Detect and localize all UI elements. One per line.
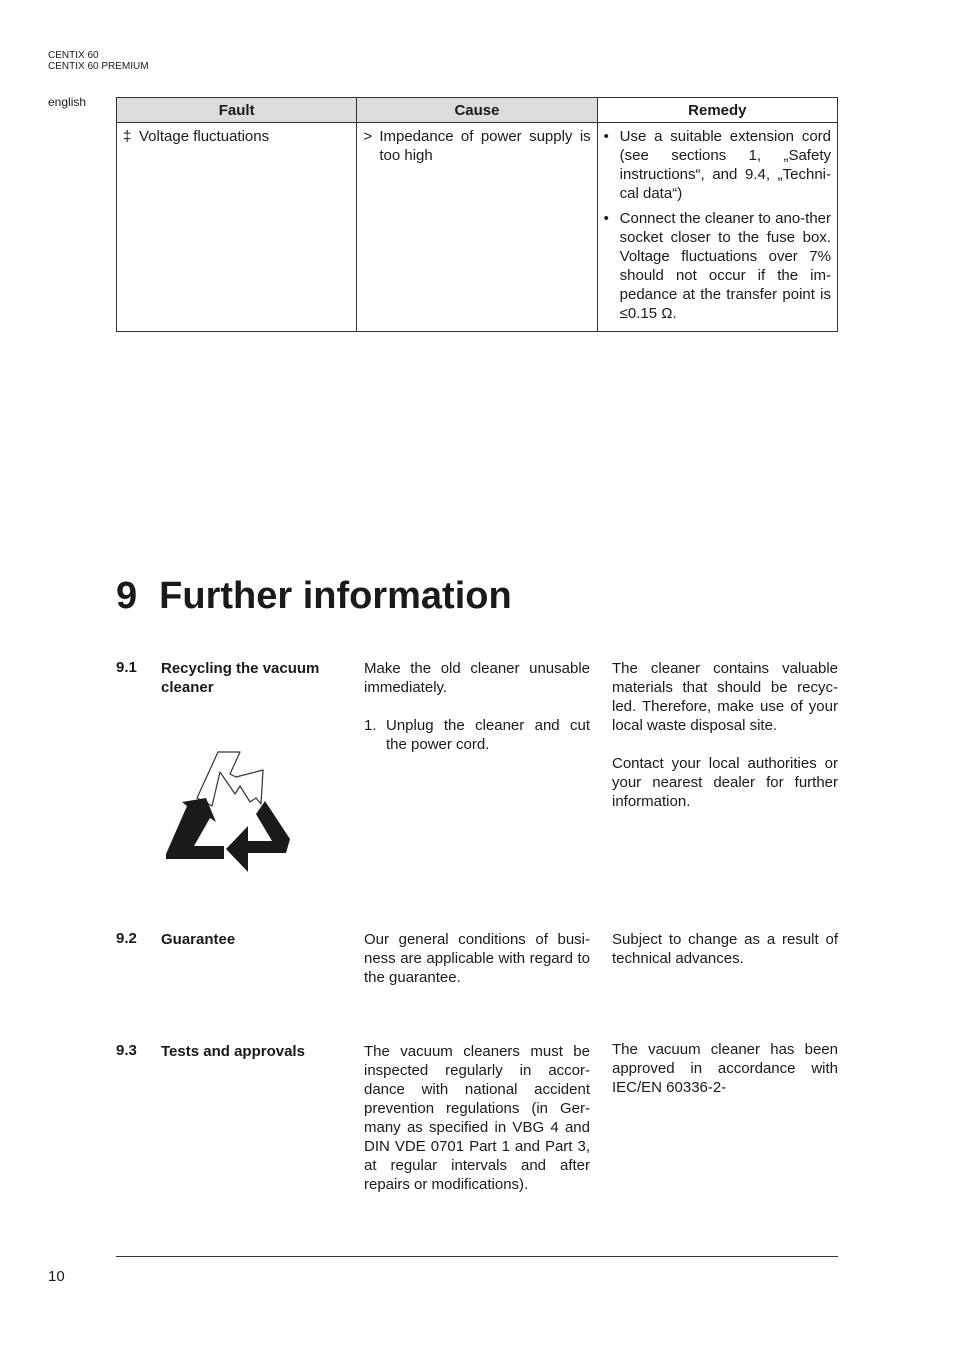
- bullet: •: [603, 128, 609, 145]
- remedy-cell: [597, 123, 837, 332]
- table-row: [117, 123, 838, 332]
- chapter-heading: [116, 572, 512, 620]
- list-item: [364, 716, 590, 754]
- section-title-tests: Tests and approvals: [161, 1043, 305, 1060]
- cause-text: Impedance of power supply is too high: [379, 128, 591, 164]
- tests-text: The vacuum cleaners must be inspected regularly in accor-dance with national accident prevention regulations (in Ger-many as specified in VBG 4 and DIN VDE 0701 Part 1 and Part 3, at regular intervals and after repairs or modifications).: [364, 1043, 590, 1193]
- fault-text: Voltage fluctuations: [139, 128, 270, 145]
- guarantee-text: Our general conditions of busi-ness are applicable with regard to the guarantee.: [364, 931, 590, 986]
- remedy-text-2: Connect the cleaner to ano-ther socket closer to the fuse box. Voltage fluctuations over 7% should not occur if the im-pedance at the transfer point is ≤0.15 Ω.: [619, 210, 831, 322]
- footer-divider: [116, 1256, 838, 1257]
- cause-marker: >: [363, 128, 373, 145]
- page-number: 10: [48, 1268, 65, 1285]
- recycling-intro: Make the old cleaner unusable immediately.: [364, 660, 590, 696]
- header-fault: Fault: [117, 98, 357, 123]
- step-text: Unplug the cleaner and cut the power cord.: [386, 717, 590, 753]
- step-number: 1.: [364, 717, 377, 734]
- model-name: CENTIX 60: [48, 50, 99, 61]
- model-name-premium: CENTIX 60 PREMIUM: [48, 61, 149, 72]
- recycling-note-2: Contact your local authorities or your nearest dealer for further information.: [612, 755, 838, 810]
- chapter-number: 9: [116, 575, 138, 617]
- table-header-row: [117, 98, 838, 123]
- section-number-guarantee: 9.2: [116, 930, 137, 947]
- list-item: [604, 209, 831, 323]
- header-cause: Cause: [357, 98, 597, 123]
- remedy-text-1: Use a suitable extension cord (see sections 1, „Safety instructions“, and 9.4, „Techni-cal data“): [619, 128, 831, 202]
- list-item: [604, 127, 831, 203]
- section-title-guarantee: Guarantee: [161, 931, 236, 948]
- language-label: english: [48, 95, 87, 109]
- recycling-icon: [160, 746, 300, 876]
- fault-table: [116, 97, 838, 332]
- section-number-tests: 9.3: [116, 1042, 137, 1059]
- recycling-notes: [612, 659, 838, 830]
- bullet: •: [603, 210, 609, 227]
- recycling-instructions: [364, 659, 590, 754]
- tests-note: The vacuum cleaner has been approved in accordance with IEC/EN 60336-2-: [612, 1041, 838, 1096]
- section-number-recycling: 9.1: [116, 659, 137, 676]
- recycling-note-1: The cleaner contains valuable materials that should be recyc-led. Therefore, make use of your local waste disposal site.: [612, 660, 838, 734]
- section-title-recycling: Recycling the vacuum cleaner: [161, 660, 320, 696]
- fault-cell: [117, 123, 357, 332]
- header-remedy: Remedy: [597, 98, 837, 123]
- cause-cell: [357, 123, 597, 332]
- fault-marker: ‡: [123, 128, 132, 145]
- chapter-title: Further information: [159, 575, 512, 617]
- guarantee-note: Subject to change as a result of technical advances.: [612, 931, 838, 967]
